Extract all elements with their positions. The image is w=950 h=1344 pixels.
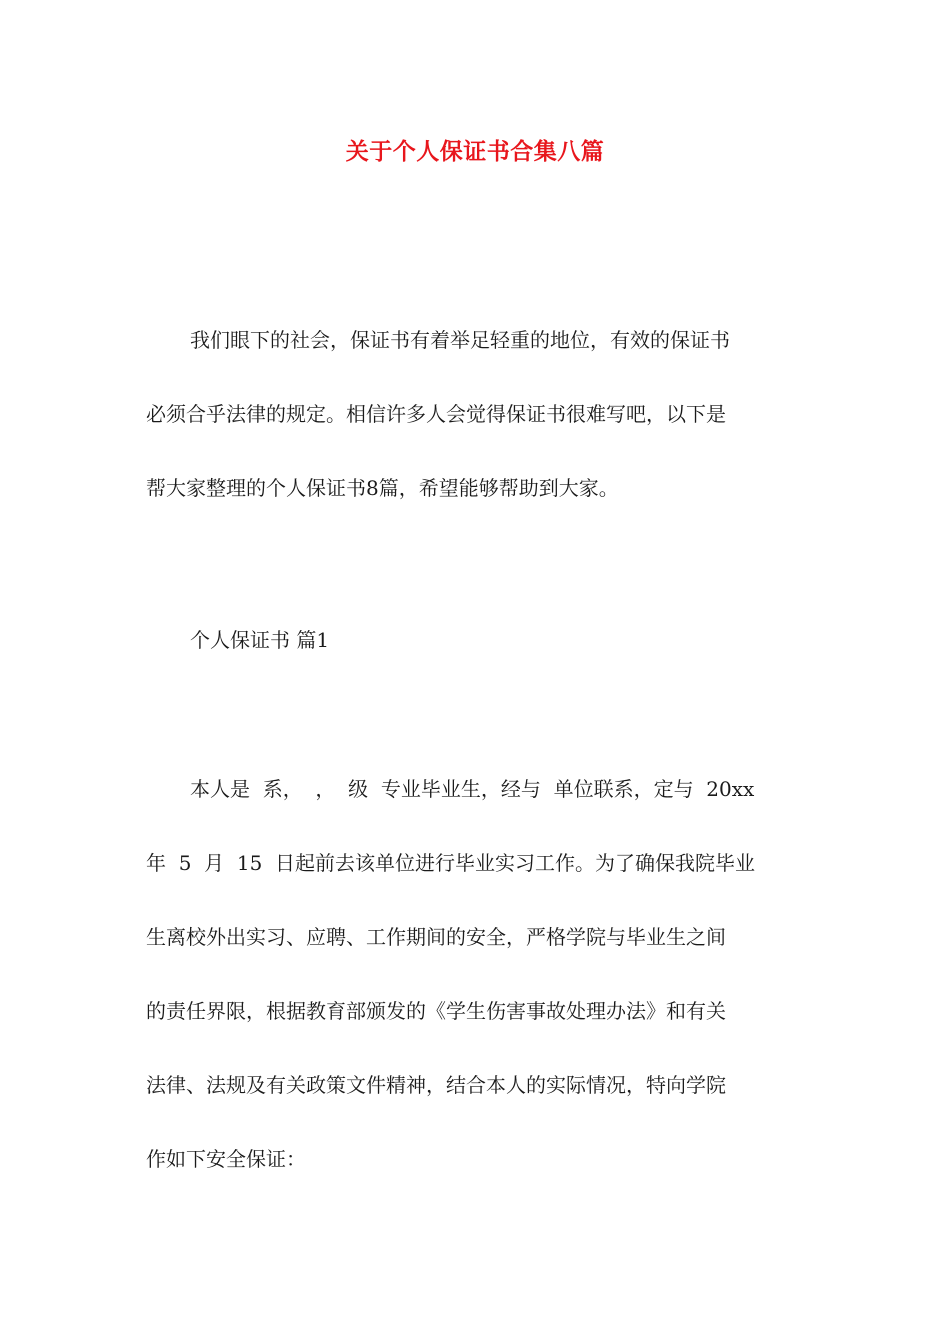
body-line: 生离校外出实习、应聘、工作期间的安全，严格学院与毕业生之间 bbox=[146, 925, 726, 949]
body-line: 作如下安全保证： bbox=[146, 1147, 306, 1171]
intro-line: 我们眼下的社会，保证书有着举足轻重的地位，有效的保证书 bbox=[190, 328, 730, 352]
section-heading-text: 个人保证书 篇1 bbox=[190, 628, 330, 652]
body-line: 法律、法规及有关政策文件精神，结合本人的实际情况，特向学院 bbox=[146, 1073, 726, 1097]
body-line: 的责任界限，根据教育部颁发的《学生伤害事故处理办法》和有关 bbox=[146, 999, 726, 1023]
section-body-paragraph bbox=[146, 752, 806, 1196]
section-heading bbox=[146, 603, 806, 677]
body-line: 年 5 月 15 日起前去该单位进行毕业实习工作。为了确保我院毕业 bbox=[146, 851, 756, 875]
document-title: 关于个人保证书合集八篇 bbox=[345, 138, 605, 165]
intro-line: 必须合乎法律的规定。相信许多人会觉得保证书很难写吧，以下是 bbox=[146, 402, 726, 426]
body-line: 本人是 系， ， 级 专业毕业生，经与 单位联系，定与 20xx bbox=[190, 777, 755, 801]
intro-paragraph bbox=[146, 303, 806, 525]
intro-line: 帮大家整理的个人保证书8篇，希望能够帮助到大家。 bbox=[146, 476, 619, 500]
